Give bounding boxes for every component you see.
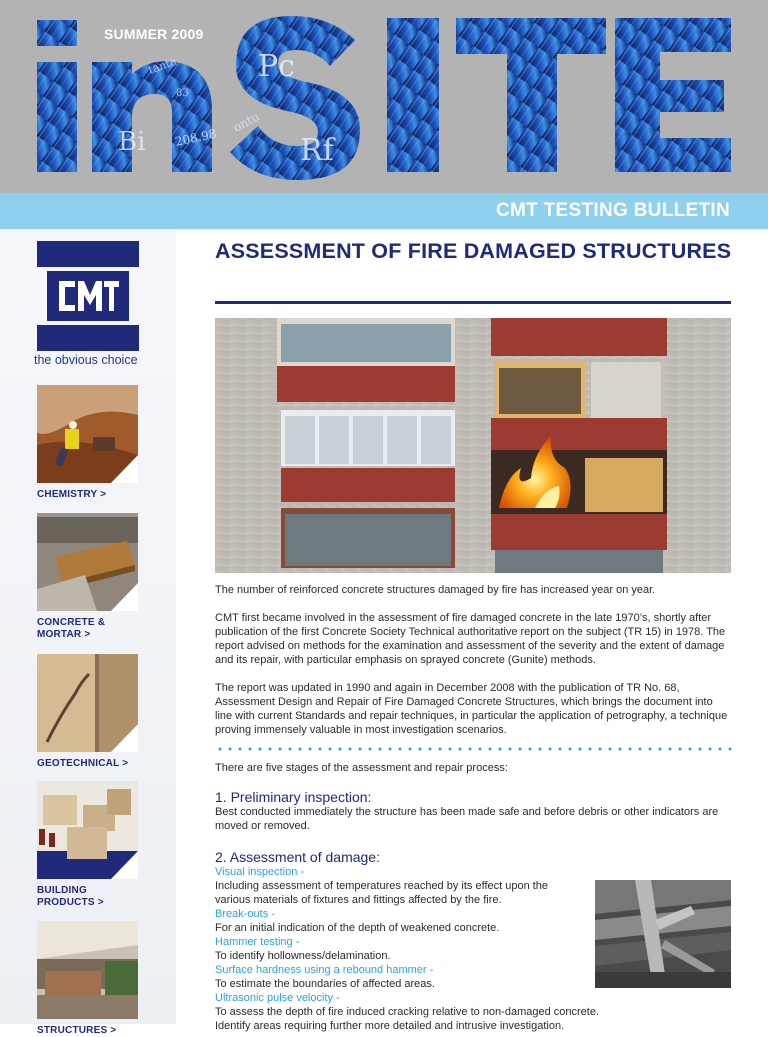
issue-season: SUMMER 2009 <box>104 26 204 42</box>
bulletin-title: CMT TESTING BULLETIN <box>496 200 730 221</box>
fire-damage-photo <box>595 880 731 988</box>
method-text: To assess the depth of fire induced cracking relative to non-damaged concrete. <box>215 1006 600 1018</box>
method-heading: Ultrasonic pulse velocity - <box>215 992 340 1004</box>
category-label: BUILDING PRODUCTS > <box>37 885 104 908</box>
ticker-text: Pc <box>258 49 295 84</box>
method-heading: Hammer testing - <box>215 936 300 948</box>
method-heading: Break-outs - <box>215 908 275 920</box>
method-text: Including assessment of temperatures reached by its effect upon the various materials of fixtures and fittings affected by the fire. <box>215 880 549 906</box>
stages-intro: There are five stages of the assessment and repair process: <box>215 762 508 774</box>
logo-tagline: the obvious choice <box>34 353 138 367</box>
ticker-text: Bi <box>118 127 146 157</box>
burning-building-photo <box>215 318 731 573</box>
headline-rule <box>215 301 731 304</box>
geotechnical-photo <box>37 654 138 752</box>
category-label: CONCRETE & MORTAR > <box>37 617 106 640</box>
structures-photo <box>37 921 138 1019</box>
method-text: To estimate the boundaries of affected areas. <box>215 978 435 990</box>
category-label: GEOTECHNICAL > <box>37 758 129 769</box>
ticker-text: 208.98 <box>173 126 218 149</box>
stage-1-title: 1. Preliminary inspection: <box>215 789 372 805</box>
method-trailing-text: Identify areas requiring further more detailed and intrusive investigation. <box>215 1020 565 1032</box>
category-chemistry[interactable] <box>37 385 139 501</box>
category-concrete-mortar[interactable] <box>37 513 139 641</box>
ticker-text: 83 <box>176 88 189 99</box>
category-label: STRUCTURES > <box>37 1025 117 1036</box>
masthead <box>0 0 768 193</box>
cmt-logo[interactable] <box>37 241 139 351</box>
ticker-text: ontu <box>230 109 262 135</box>
building-products-photo <box>37 781 138 879</box>
bulletin-bar <box>0 193 768 229</box>
article-headline: ASSESSMENT OF FIRE DAMAGED STRUCTURES <box>215 239 732 263</box>
method-text: To identify hollowness/delamination. <box>215 950 391 962</box>
intro-paragraph: The number of reinforced concrete structures damaged by fire has increased year on year. <box>215 584 656 596</box>
category-label: CHEMISTRY > <box>37 489 107 500</box>
method-text: For an initial indication of the depth of weakened concrete. <box>215 922 500 934</box>
sidebar <box>0 229 176 1036</box>
category-structures[interactable] <box>37 921 139 1037</box>
concrete-photo <box>37 513 138 611</box>
dotted-divider <box>215 747 735 751</box>
stage-1-text: Best conducted immediately the structure has been made safe and before debris or other indicators are moved or removed. <box>215 806 719 832</box>
history-paragraph: CMT first became involved in the assessment of fire damaged concrete in the late 1970’s, shortly after publication of the first Concrete Society Technical authoritative report on the subject (TR 15) in 1978. The report advised on methods for the examination and assessment of the severity and the extent of damage and its repair, with particular emphasis on sprayed concrete (Gunite) methods. <box>215 612 726 666</box>
ticker-text: tanta <box>146 54 179 77</box>
method-heading: Visual inspection - <box>215 866 305 878</box>
category-building-products[interactable] <box>37 781 139 909</box>
chemistry-photo <box>37 385 138 483</box>
ticker-text: Rf <box>300 133 334 168</box>
method-heading: Surface hardness using a rebound hammer - <box>215 964 434 976</box>
category-geotechnical[interactable] <box>37 654 139 770</box>
update-paragraph: The report was updated in 1990 and again in December 2008 with the publication of TR No. 68, Assessment Design and Repair of Fire Damaged Concrete Structures, which brings the document into line with current Standards and repair techniques, in particular the application of petrography, a technique proving immensely valuable in most investigation scenarios. <box>215 682 728 736</box>
stage-2-title: 2. Assessment of damage: <box>215 849 380 865</box>
